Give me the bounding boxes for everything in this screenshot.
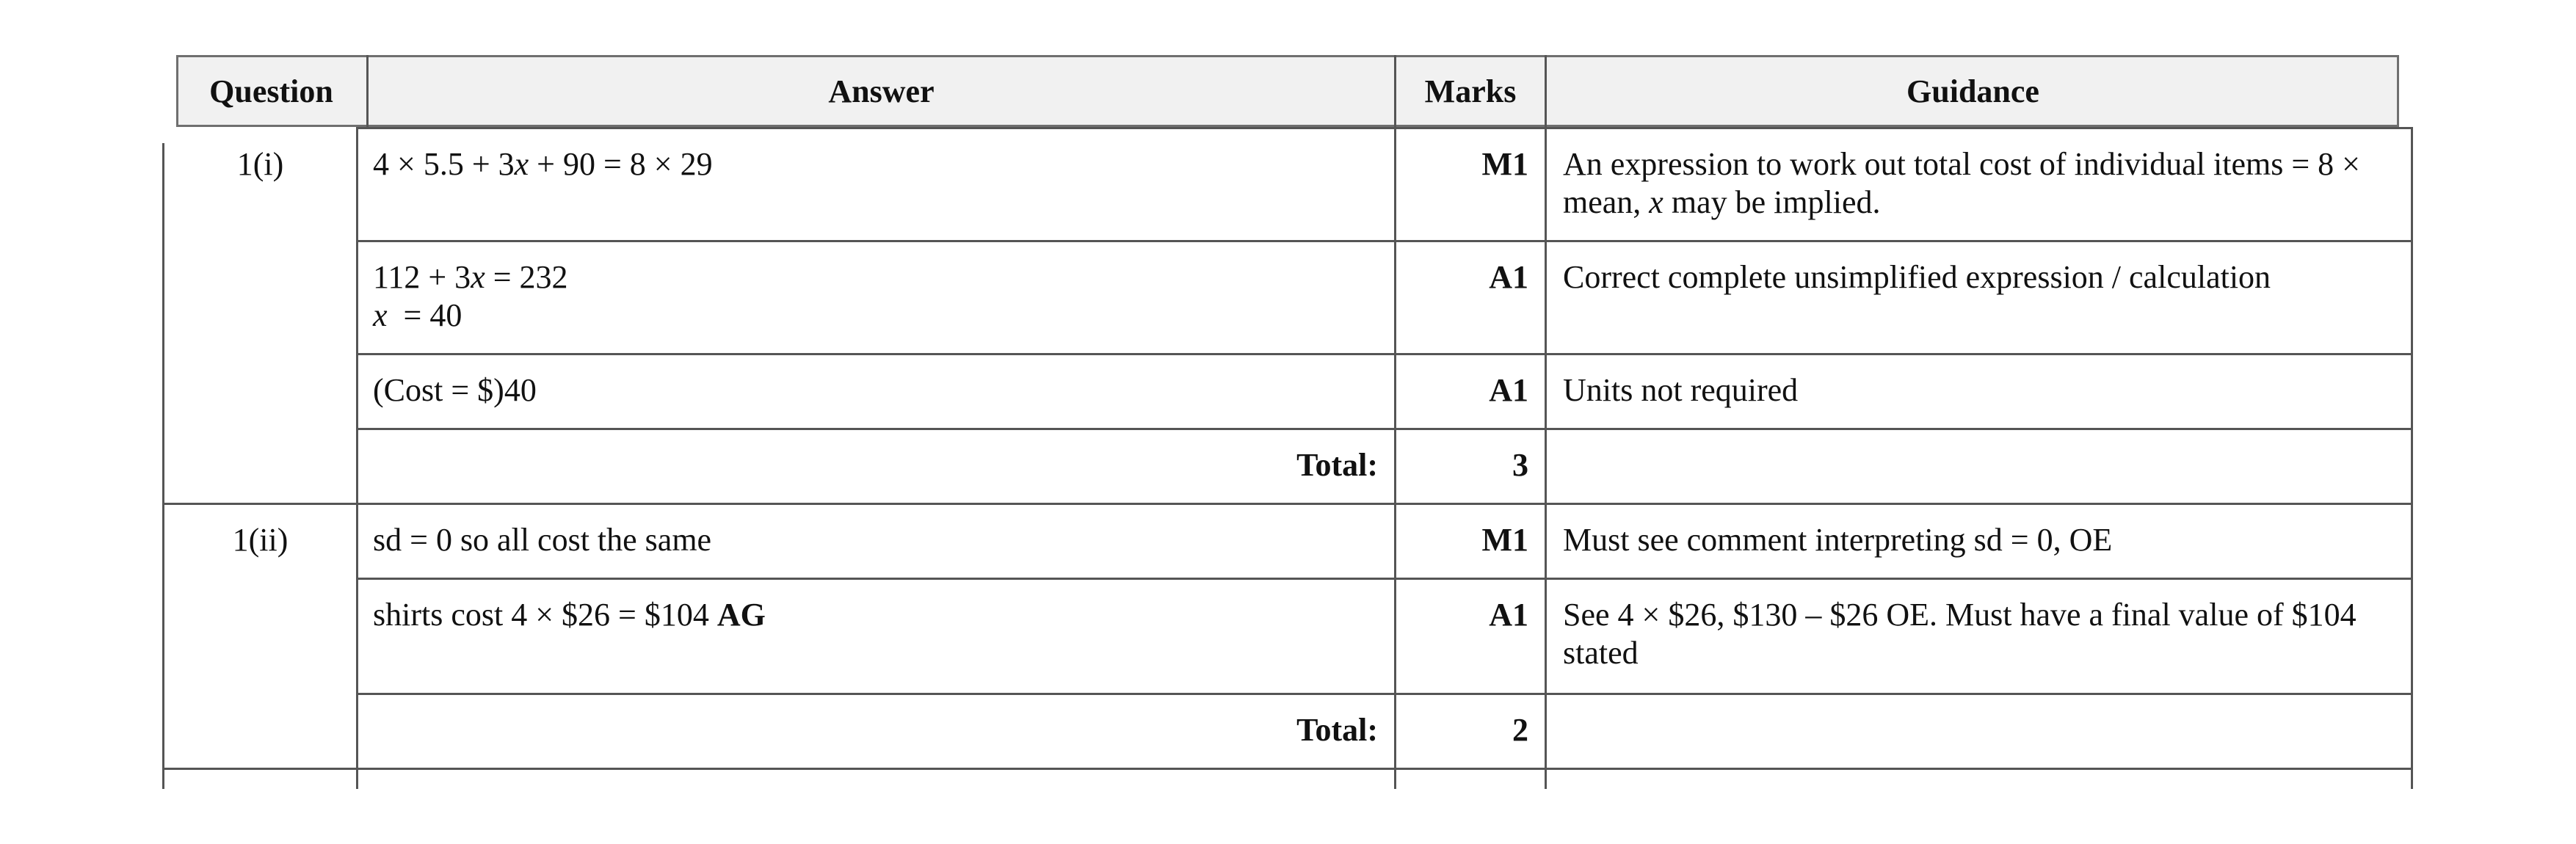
- mark-cell: M1: [1481, 146, 1528, 182]
- question-label: 1(ii): [232, 522, 289, 558]
- answer-cell: sd = 0 so all cost the same: [373, 522, 712, 558]
- total-label: Total:: [1296, 447, 1378, 483]
- mark-cell: A1: [1489, 372, 1528, 408]
- column-header-question: Question: [209, 73, 333, 109]
- row-divider: [356, 693, 2413, 695]
- answer-cell: 4 × 5.5 + 3x + 90 = 8 × 29: [373, 146, 713, 182]
- question-divider: [162, 503, 2413, 505]
- mark-cell: M1: [1481, 522, 1528, 558]
- answer-cell: (Cost = $)40: [373, 372, 537, 408]
- guidance-cell: Units not required: [1563, 372, 1799, 408]
- row-divider: [356, 127, 2413, 129]
- question-label: 1(i): [236, 146, 284, 182]
- guidance-cell: An expression to work out total cost of individual items = 8 × mean, x may be implied.: [1563, 146, 2360, 220]
- column-header-answer: Answer: [828, 73, 935, 109]
- guidance-cell: Correct complete unsimplified expression / calculation: [1563, 259, 2271, 295]
- mark-cell: A1: [1489, 259, 1528, 295]
- answer-cell: shirts cost 4 × $26 = $104 AG: [373, 597, 766, 633]
- table-border-left: [162, 143, 164, 789]
- row-divider: [356, 578, 2413, 580]
- column-divider-marks: [1545, 127, 1547, 789]
- total-label: Total:: [1296, 712, 1378, 748]
- mark-cell: A1: [1489, 597, 1528, 633]
- guidance-cell: Must see comment interpreting sd = 0, OE: [1563, 522, 2113, 558]
- table-border-right: [2411, 127, 2413, 789]
- column-header-guidance: Guidance: [1906, 73, 2039, 109]
- row-divider: [356, 353, 2413, 355]
- column-header-marks: Marks: [1424, 73, 1517, 109]
- row-divider: [356, 428, 2413, 430]
- guidance-cell: See 4 × $26, $130 – $26 OE. Must have a final value of $104 stated: [1563, 597, 2357, 671]
- answer-cell: 112 + 3x = 232 x = 40: [373, 259, 568, 333]
- question-divider: [162, 768, 2413, 770]
- total-marks: 2: [1512, 712, 1528, 748]
- row-divider: [356, 240, 2413, 242]
- total-marks: 3: [1512, 447, 1528, 483]
